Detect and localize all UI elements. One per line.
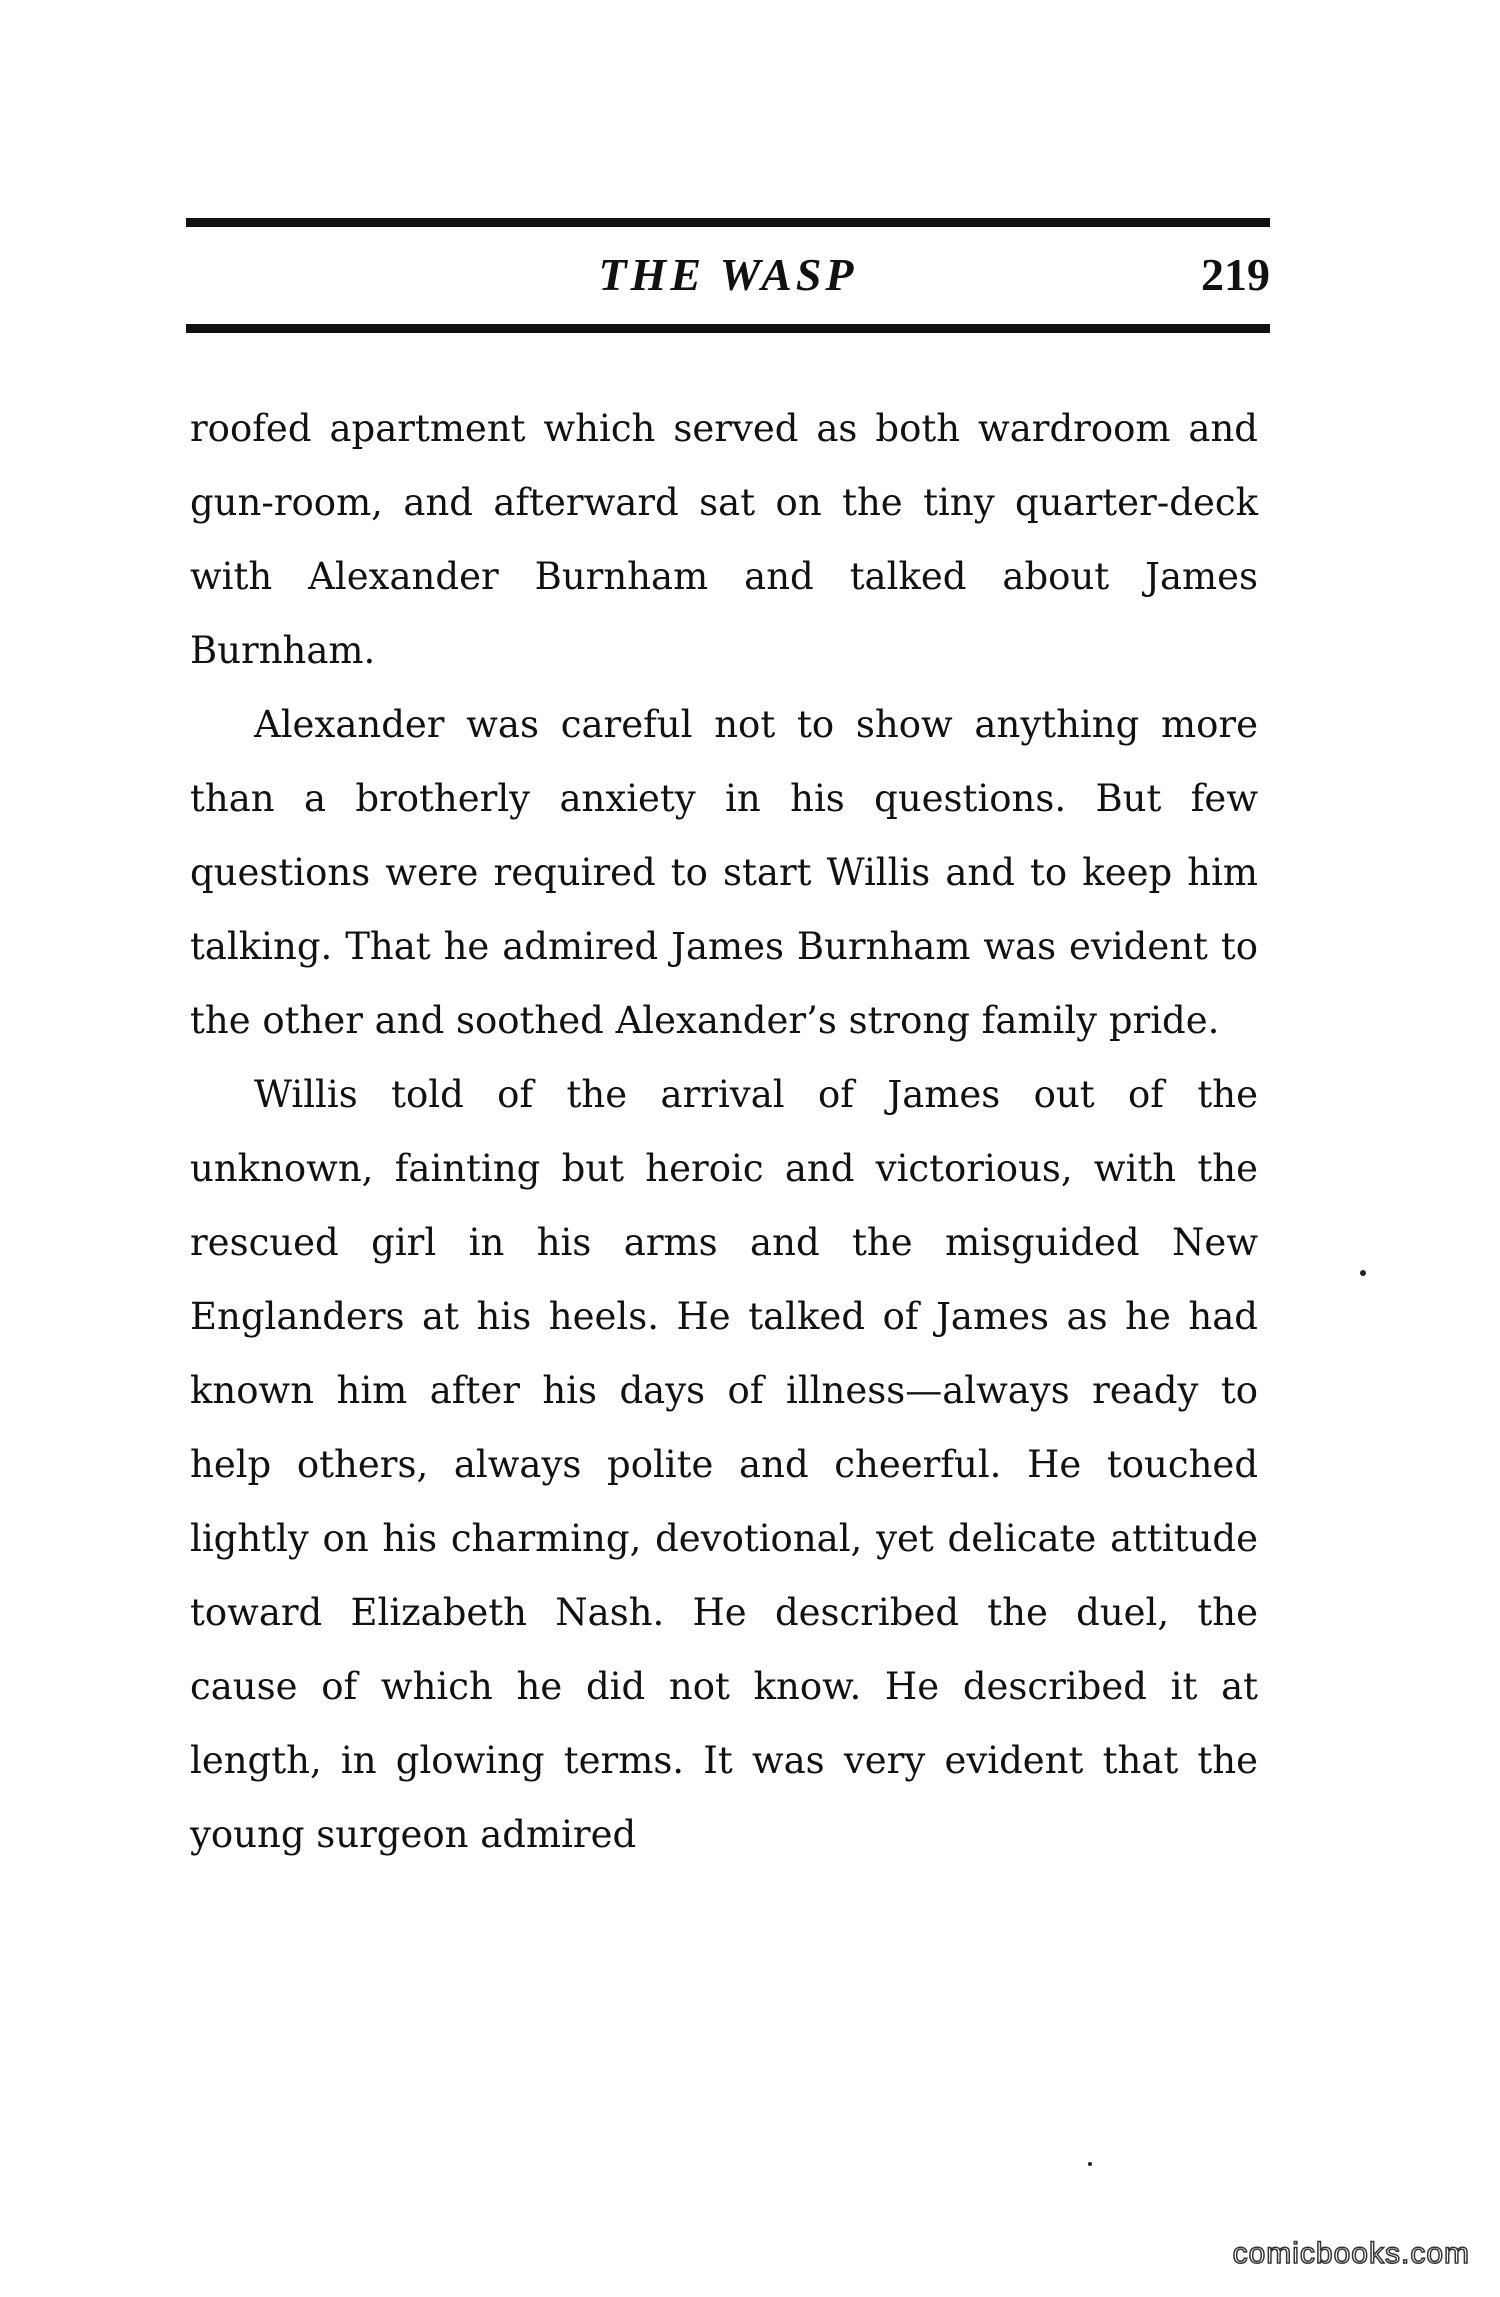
header-rule-bottom xyxy=(186,324,1270,333)
body-text xyxy=(190,392,1258,1872)
paragraph-2: Alexander was careful not to show anything more than a brotherly anxiety in his questions. But few questions were required to start Willis and to keep him talking. That he admired James Burnham was evident to the other and soothed Alexander’s strong family pride. xyxy=(190,703,1258,1042)
paragraph-3: Willis told of the arrival of James out of the unknown, fainting but heroic and victorious, with the rescued girl in his arms and the misguided New Englanders at his heels. He talked of James as he had known him after his days of illness—always ready to help others, always polite and cheerful. He touched lightly on his charming, devotional, yet delicate attitude toward Elizabeth Nash. He described the duel, the cause of which he did not know. He described it at length, in glowing terms. It was very evident that the young surgeon admired xyxy=(190,1073,1258,1856)
watermark: comicbooks.com xyxy=(1232,2237,1470,2270)
page-speck xyxy=(1088,2162,1092,2166)
running-head xyxy=(186,242,1270,310)
page-number: 219 xyxy=(1201,249,1270,300)
header-rule-top xyxy=(186,218,1270,227)
running-title: THE WASP xyxy=(598,249,858,300)
paragraph-1: roofed apartment which served as both wardroom and gun-room, and afterward sat on the tiny quarter-deck with Alexander Burnham and talked about James Burnham. xyxy=(190,407,1258,672)
page-speck xyxy=(1360,1270,1366,1276)
